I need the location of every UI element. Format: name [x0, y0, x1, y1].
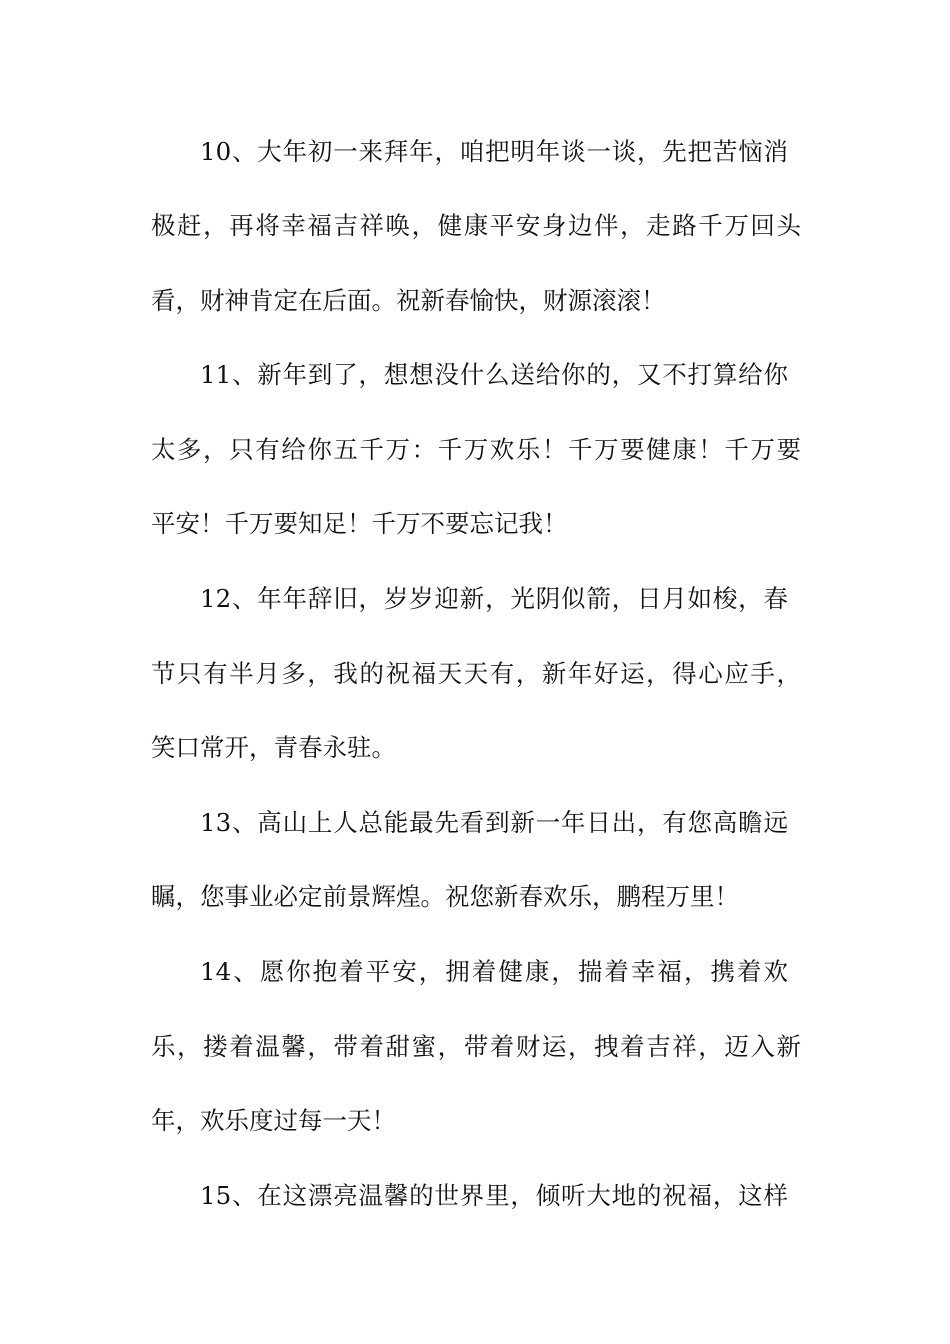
paragraph-11-line-1: 11、新年到了，想想没什么送给你的，又不打算给你	[200, 360, 788, 389]
paragraph-12-line-1: 12、年年辞旧，岁岁迎新，光阴似箭，日月如梭，春	[200, 584, 788, 613]
paragraph-13-line-2: 瞩，您事业必定前景辉煌。祝您新春欢乐，鹏程万里！	[151, 882, 739, 911]
paragraph-12-line-3: 笑口常开，青春永驻。	[151, 733, 396, 762]
paragraph-13-line-1: 13、高山上人总能最先看到新一年日出，有您高瞻远	[200, 808, 788, 837]
paragraph-12-line-2: 节只有半月多，我的祝福天天有，新年好运，得心应手，	[151, 659, 801, 688]
paragraph-15-line-1: 15、在这漂亮温馨的世界里，倾听大地的祝福，这样	[200, 1181, 788, 1210]
paragraph-14-line-3: 年，欢乐度过每一天！	[151, 1106, 396, 1135]
paragraph-14-line-1: 14、愿你抱着平安，拥着健康，揣着幸福，携着欢	[200, 957, 788, 986]
paragraph-14-line-2: 乐，搂着温馨，带着甜蜜，带着财运，拽着吉祥，迈入新	[151, 1032, 801, 1061]
paragraph-11-line-3: 平安！千万要知足！千万不要忘记我！	[151, 509, 568, 538]
paragraph-10-line-2: 极赶，再将幸福吉祥唤，健康平安身边伴，走路千万回头	[151, 211, 801, 240]
paragraph-10-line-3: 看，财神肯定在后面。祝新春愉快，财源滚滚！	[151, 286, 666, 315]
paragraph-10-line-1: 10、大年初一来拜年，咱把明年谈一谈，先把苦恼消	[200, 137, 788, 166]
paragraph-11-line-2: 太多，只有给你五千万：千万欢乐！千万要健康！千万要	[151, 435, 801, 464]
